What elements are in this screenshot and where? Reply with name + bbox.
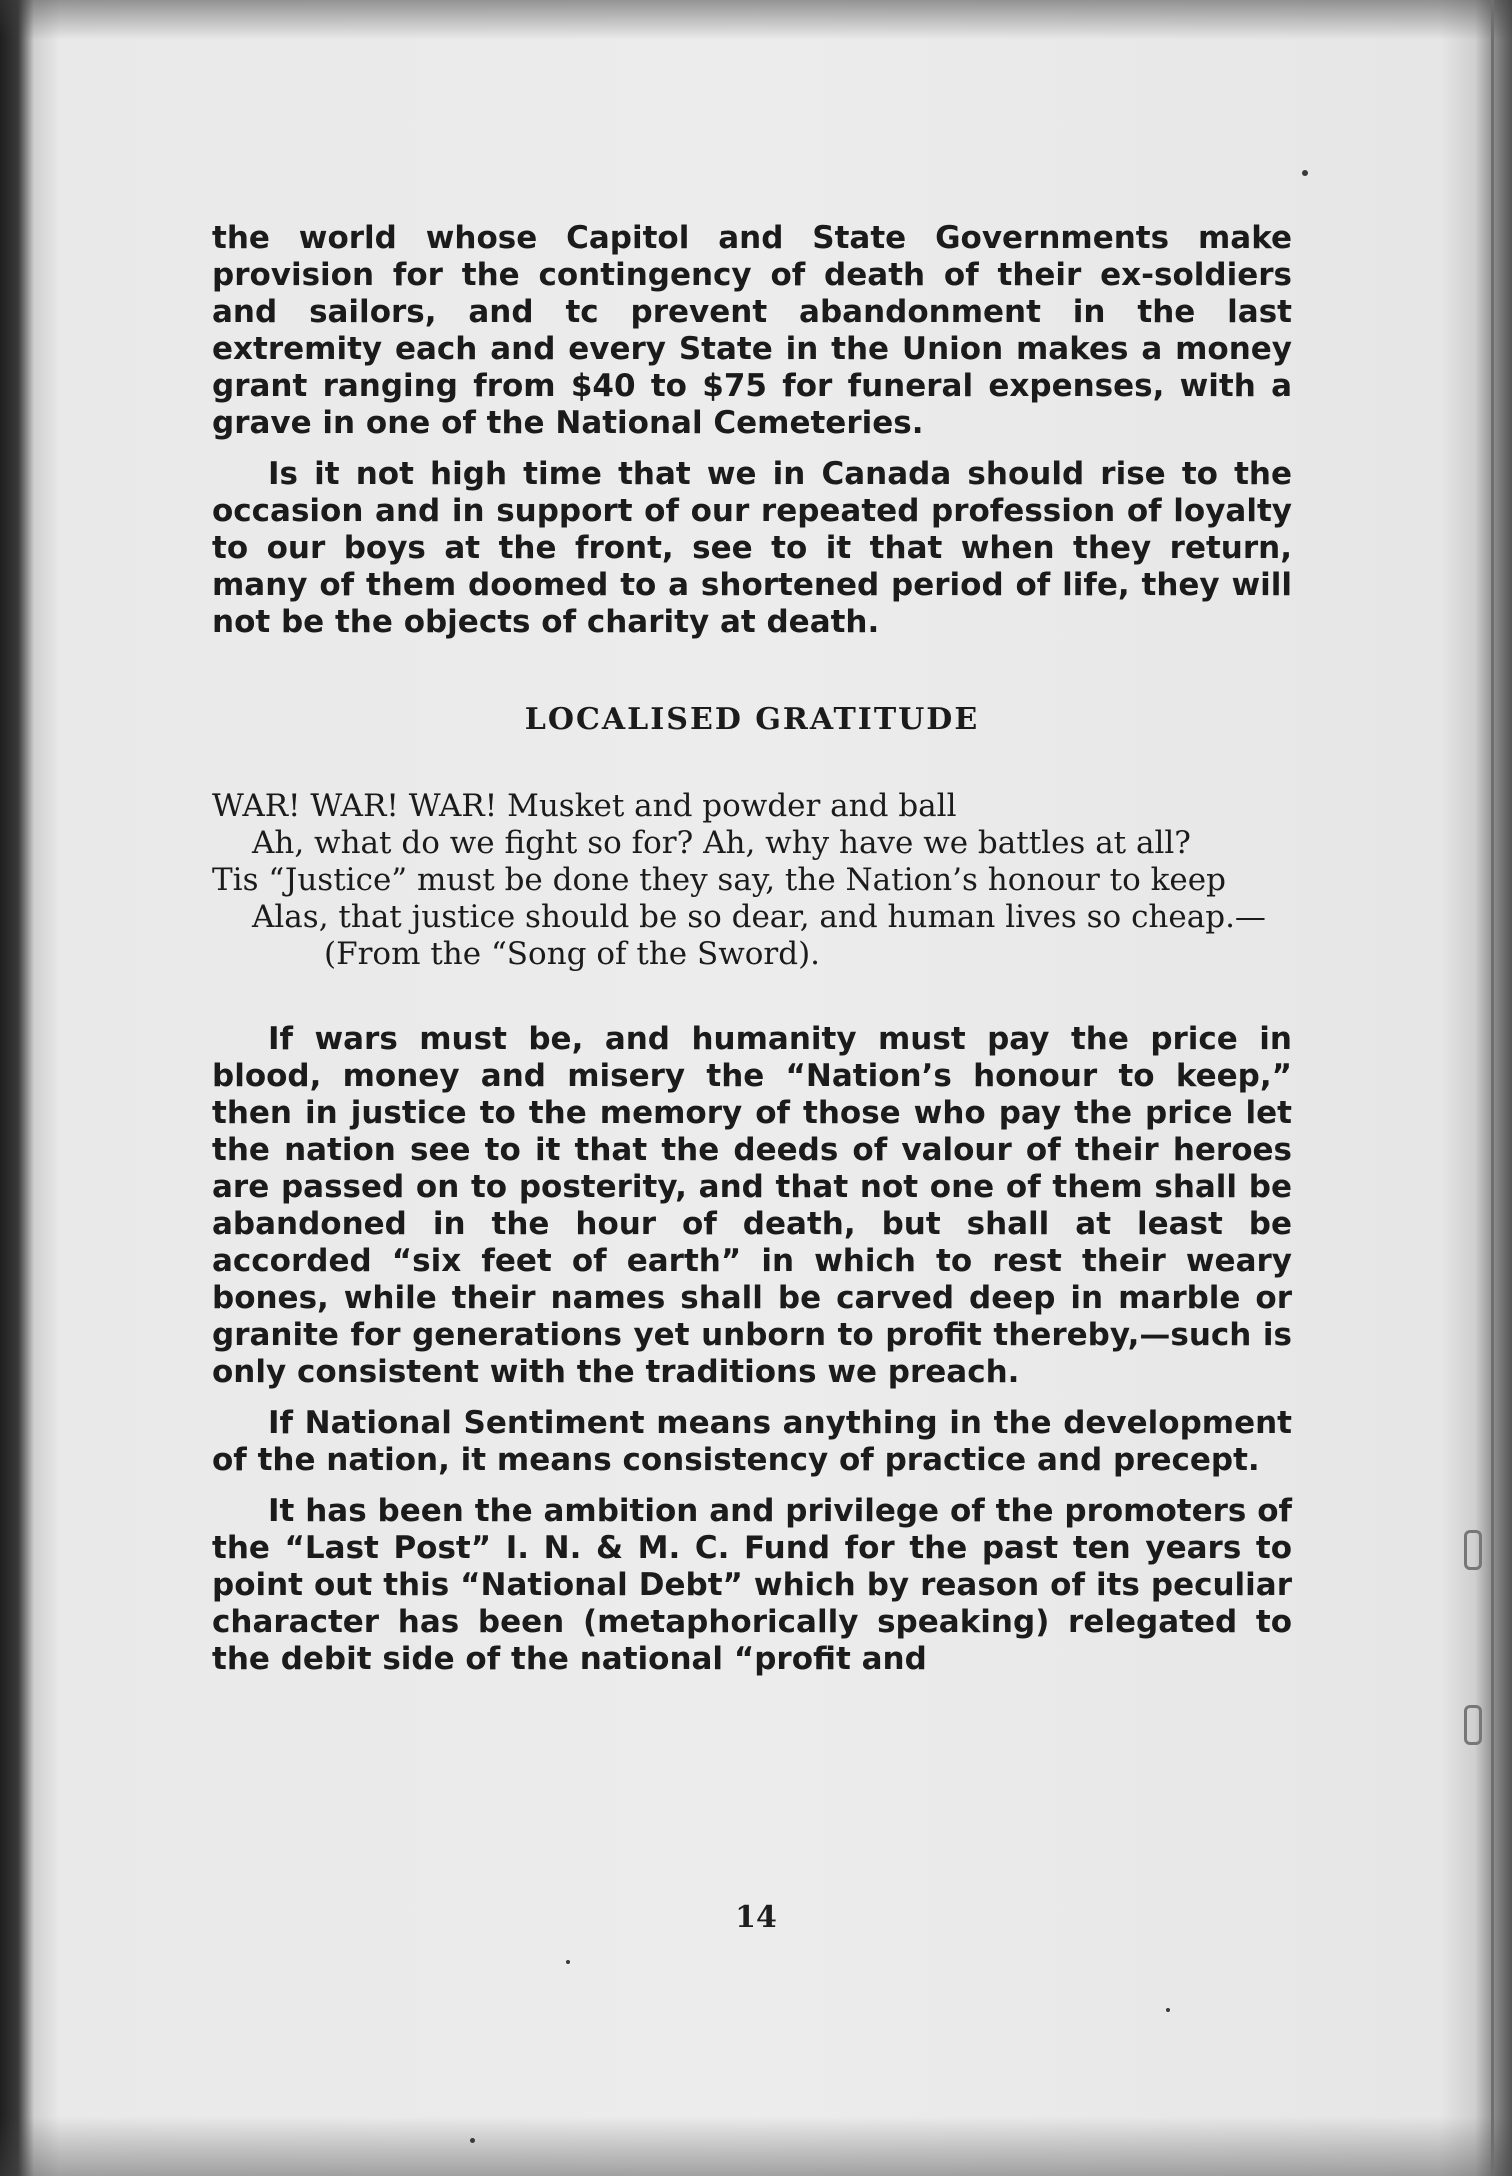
page-edge <box>1491 0 1494 2176</box>
bottom-shadow <box>0 2116 1512 2176</box>
section-heading: LOCALISED GRATITUDE <box>524 702 980 737</box>
speck <box>1302 170 1308 176</box>
paragraph-5: It has been the ambition and privilege of the promoters of the “Last Post” I. N. & M. C. Fund for the past ten years to point out this “National Debt” which by reason of its peculiar character has been (metaphorically speaking) relegated to the debit side of the national “profit and <box>212 1493 1292 1677</box>
verse-block <box>212 788 1292 973</box>
paragraph-1: the world whose Capitol and State Governments make provision for the contingency of death of their ex-soldiers and sailors, and tc prevent abandonment in the last extremity each and every State in the Union makes a money grant ranging from $40 to $75 for funeral expenses, with a grave in one of the National Cemeteries. <box>212 220 1292 441</box>
paragraph-4: If National Sentiment means anything in the development of the nation, it means consistency of practice and precept. <box>212 1405 1292 1478</box>
page-body <box>212 220 1292 1678</box>
paragraph-2: Is it not high time that we in Canada should rise to the occasion and in support of our repeated profession of loyalty to our boys at the front, see to it that when they return, many of them doomed to a shortened period of life, they will not be the objects of charity at death. <box>212 456 1292 640</box>
verse-line-3: Tis “Justice” must be done they say, the Nation’s honour to keep <box>212 862 1226 898</box>
paragraph-3: If wars must be, and humanity must pay the price in blood, money and misery the “Nation’s honour to keep,” then in justice to the memory of those who pay the price let the nation see to it that the deeds of valour of their heroes are passed on to posterity, and that not one of them shall be abandoned in the hour of death, but shall at least be accorded “six feet of earth” in which to rest their weary bones, while their names shall be carved deep in marble or granite for generations yet unborn to profit thereby,—such is only consistent with the traditions we preach. <box>212 1021 1292 1390</box>
speck <box>470 2138 475 2143</box>
verse-line-4: Alas, that justice should be so dear, and human lives so cheap.—(From the “Song of the Sword). <box>252 899 1266 972</box>
speck <box>1166 2008 1170 2012</box>
verse-line-1: WAR! WAR! WAR! Musket and powder and ball <box>212 788 957 824</box>
binding-mark <box>1464 1705 1482 1745</box>
verse-line-2: Ah, what do we fight so for? Ah, why have we battles at all? <box>252 825 1191 861</box>
page-number: 14 <box>735 1900 777 1935</box>
binding-mark <box>1464 1530 1482 1570</box>
top-shadow <box>0 0 1512 40</box>
speck <box>566 1960 570 1964</box>
